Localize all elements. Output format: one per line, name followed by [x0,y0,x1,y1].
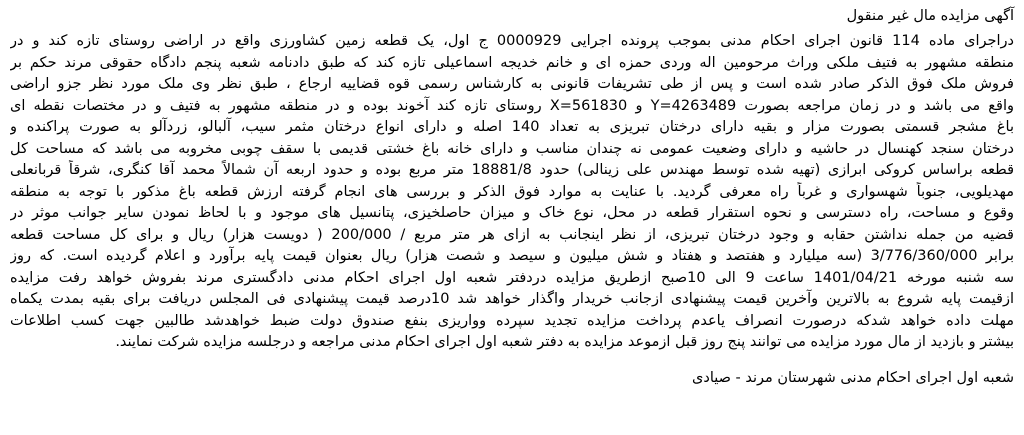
notice-title: آگهی مزایده مال غیر منقول [846,8,1014,24]
notice-line: سه شنبه مورخه 1401/04/21 ساعت 9 الی 10صبح ازطریق مزایده دردفتر شعبه اول اجرای احکام مدنی دادگستری مرند بفروش خواهد رفت مزایده [10,269,1014,286]
notice-line: برابر 3/776/360/000 (سه میلیارد و هفتصد و هفتاد و شش میلیون و سیصد و شصت هزار) ریال بعنوان قیمت پایه برآورد و اعلام گردیده است. که روز [10,248,1014,264]
notice-line: مهدیلویی، جنوباً شهسواری و غرباً راه معرفی گردید. با عنایت به موارد فوق الذکر و بررسی های انجام گرفته ارزش قطعه باغ مذکور با توجه به منطقه [10,183,1014,200]
notice-line: درختان سنجد کهنسال در حاشیه و دارای وضعیت عمومی نه چندان مناسب و دارای خانه باغ خشتی قدیمی با سقف چوبی مخروبه می باشد که مساحت کل [10,140,1014,157]
notice-line: فروش ملک فوق الذکر صادر شده است و پس از طی تشریفات قانونی به کارشناس رسمی قوه قضاییه ارجاع ، طبق نظر وی ملک مورد نظر جزو اراضی [10,76,1014,92]
notice-line: مهلت داده خواهد شدکه درصورت انصراف یاعدم پرداخت مزایده تجدید سپرده وواریزی بنفع صندوق دولت ضبط خواهدشد طالبین جهت کسب اطلاعات [10,312,1014,329]
notice-line: باغ مشجر قسمتی بصورت مزار و بقیه دارای درختان تبریزی به تعداد 140 اصله و دارای انواع درختان مثمر سیب، آلبالو، زردآلو به صورت پراکنده و [10,119,1014,135]
notice-line: قضیه من جمله نداشتن حقابه و وجود درختان تبریزی، از نظر اینجانب به ازای هر متر مربع / 200/000 ( دویست هزار) ریال و برای کل مساحت قطعه [10,226,1014,243]
notice-line: وقوع و مساحت، راه دسترسی و نحوه استقرار قطعه در محل، نوع خاک و میزان حاصلخیزی، پتانسیل های موجود و با لحاظ نمودن سایر جوانب موثر در [10,205,1014,221]
notice-body [10,31,1014,354]
notice-line: ازقیمت پایه شروع به بالاترین وآخرین قیمت پیشنهادی ازجانب خریدار واگذار خواهد شد 10درصد قیمت پیشنهادی فی المجلس دریافت برای بقیه بمدت یکماه [10,291,1014,307]
notice-line: قطعه براساس کروکی ابرازی (تهیه شده توسط مهندس علی زینالی) حدود 18881/8 متر مربع بوده و حدود اربعه آن شمالاً محمد آقا کنگری، شرقاً قربانعلی [10,162,1014,178]
notice-line-last: بیشتر و بازدید از مال مورد مزایده می توانند پنج روز قبل ازموعد مزایده به دفتر شعبه اول اجرای احکام مدنی مراجعه و درجلسه مزایده شرکت نمایند. [115,334,1014,350]
notice-line: دراجرای ماده 114 قانون اجرای احکام مدنی بموجب پرونده اجرایی 0000929 ج اول، یک قطعه زمین کشاورزی واقع در اراضی روستای تازه کند و در [10,33,1014,49]
notice-line: منطقه مشهور به فتیف ملکی وراث مرحومین اله وردی حمزه ای و خانم خدیجه اسماعیلی تازه کند که طبق دادنامه شعبه پنجم دادگاه حقوقی مرند حکم بر [10,54,1014,71]
notice-line: واقع می باشد و در زمان مراجعه بصورت Y=4263489 و X=561830 روستای تازه کند آخوند بوده و در منطقه مشهور به فتیف و در مختصات نقطه ای [10,97,1014,114]
notice-signature: شعبه اول اجرای احکام مدنی شهرستان مرند - صیادی [692,369,1014,386]
